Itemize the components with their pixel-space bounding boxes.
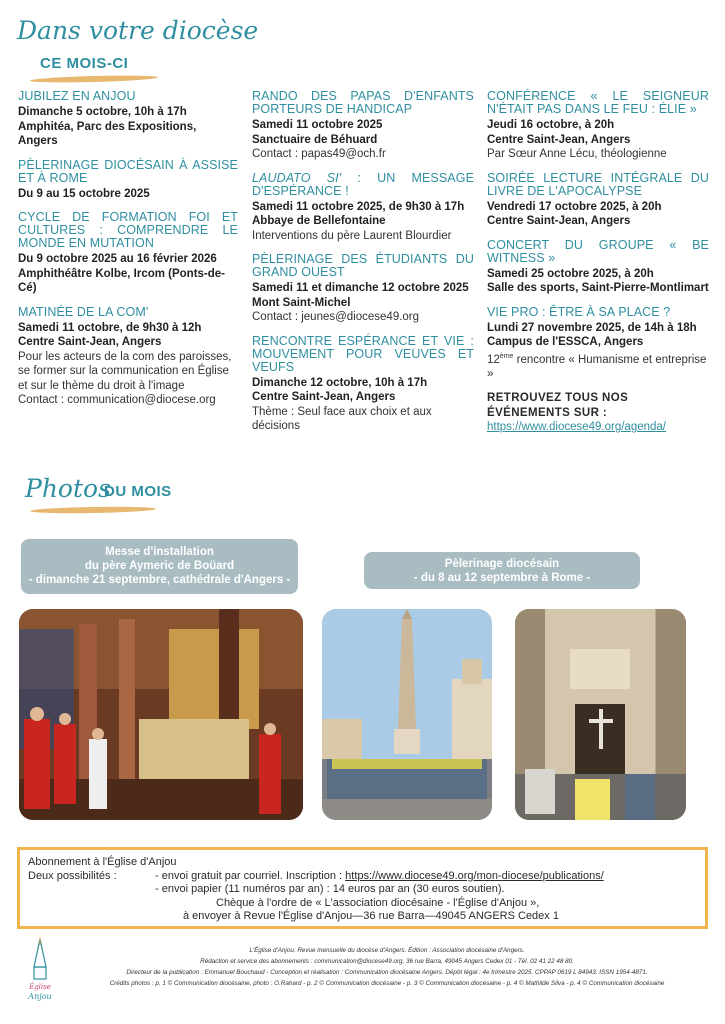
event-title: CONFÉRENCE « LE SEIGNEUR N'ÉTAIT PAS DANS LE FEU : ÉLIE »: [487, 89, 709, 116]
footer-line: Crédits photos : p. 1 © Communication diocésaine, photo : O.Rahard - p. 2 © Communication diocésaine - p. 3 © Communication diocésaine - p. 4 © Mathilde Silva - p. 4 © Communication diocésaine: [109, 980, 665, 987]
event-date: Dimanche 12 octobre, 10h à 17h: [252, 376, 428, 389]
caption-line: Messe d'installation: [105, 546, 214, 558]
ordinal-suffix: ème: [499, 352, 514, 360]
caption-line: du père Aymeric de Boüard: [84, 560, 235, 572]
event-item: [252, 335, 474, 434]
event-description-rest: rencontre « Humanisme et entreprise »: [487, 353, 707, 380]
cathedral-mass-photo: [19, 609, 303, 820]
caption-line: - dimanche 21 septembre, cathédrale d'Angers -: [28, 574, 291, 586]
event-item: [18, 90, 238, 149]
event-item: [487, 90, 709, 162]
event-date: Lundi 27 novembre 2025, de 14h à 18h: [487, 321, 697, 334]
event-place: Amphitéa, Parc des Expositions, Angers: [18, 120, 197, 147]
event-title: PÈLERINAGE DIOCÉSAIN À ASSISE ET À ROME: [18, 157, 238, 185]
photo-caption-pilgrimage: [364, 552, 640, 589]
event-date: Jeudi 16 octobre, à 20h: [487, 119, 615, 131]
photos-subtitle: DU MOIS: [104, 483, 172, 500]
event-description: [487, 350, 709, 382]
event-item: [18, 159, 238, 202]
eglise-anjou-logo: [24, 937, 56, 1003]
event-date: Dimanche 5 octobre, 10h à 17h: [18, 106, 187, 118]
footer-line: Rédaction et service des abonnements : communication@diocese49.org, 36 rue Barra, 49045 Angers Cedex 01 - Tél. 02 41 22 48 80.: [200, 958, 574, 965]
event-place: Centre Saint-Jean, Angers: [18, 336, 162, 348]
event-description: Par Sœur Anne Lécu, théologienne: [487, 148, 667, 160]
agenda-callout: [487, 391, 709, 435]
subscription-address: à envoyer à Revue l'Église d'Anjou—36 rue Barra—49045 ANGERS Cedex 1: [183, 910, 559, 922]
subscription-label: Deux possibilités :: [28, 869, 117, 882]
subscription-cheque: Chèque à l'ordre de « L'association diocésaine - l'Église d'Anjou »,: [216, 896, 540, 909]
event-date: Vendredi 17 octobre 2025, à 20h: [487, 200, 662, 213]
event-item: [252, 253, 474, 325]
event-contact: Contact : jeunes@diocese49.org: [252, 311, 420, 323]
event-title: SOIRÉE LECTURE INTÉGRALE DU LIVRE DE L'APOCALYPSE: [487, 170, 709, 198]
event-item: [487, 306, 709, 382]
holy-door-photo: [515, 609, 686, 820]
svg-text:Église: Église: [29, 983, 51, 991]
subscription-option-row: [28, 897, 697, 911]
event-place: Sanctuaire de Béhuard: [252, 133, 378, 146]
caption-line: - du 8 au 12 septembre à Rome -: [413, 572, 591, 584]
agenda-callout-text: RETROUVEZ TOUS NOS ÉVÉNEMENTS SUR :: [487, 392, 629, 419]
footer-line: Directeur de la publication : Emmanuel Bouchaud - Conception et réalisation : Communication diocésaine Angers. Dépôt légal : 4e trimestre 2025. CPPAP 0619 L 84943. ISSN 1954-4871.: [126, 969, 648, 976]
subscription-title: Abonnement à l'Église d'Anjou: [28, 856, 177, 868]
event-contact: Contact : communication@diocese.org: [18, 394, 216, 406]
event-item: [18, 306, 238, 408]
event-title: JUBILEZ EN ANJOU: [18, 89, 136, 103]
event-place: Salle des sports, Saint-Pierre-Montlimart: [487, 282, 709, 294]
rome-obelisk-group-photo: [322, 609, 492, 820]
event-title-rest: : UN MESSAGE D'ESPÉRANCE !: [252, 170, 475, 198]
caption-line: Pèlerinage diocésain: [444, 558, 560, 570]
subscription-option-paper: - envoi papier (11 numéros par an) : 14 euros par an (30 euros soutien).: [155, 883, 505, 895]
event-title: CONCERT DU GROUPE « BE WITNESS »: [487, 237, 709, 265]
event-date: Samedi 11 et dimanche 12 octobre 2025: [252, 282, 469, 294]
events-column-3: [487, 90, 709, 435]
event-place: Mont Saint-Michel: [252, 296, 351, 309]
photos-script-title: Photos: [25, 474, 111, 503]
ordinal-number: 12: [487, 353, 500, 366]
subscription-title-row: [28, 856, 697, 870]
event-description: Pour les acteurs de la com des paroisses, se former sur la communication en Église et sur le thème du droit à l'image: [18, 350, 232, 392]
event-title-italic: LAUDATO SI': [252, 170, 342, 185]
event-date: Du 9 au 15 octobre 2025: [18, 187, 150, 200]
event-title: [252, 172, 474, 198]
event-place: Centre Saint-Jean, Angers: [487, 215, 631, 227]
footer-credits: [66, 945, 708, 989]
event-title: PÈLERINAGE DES ÉTUDIANTS DU GRAND OUEST: [252, 252, 474, 279]
event-item: [252, 172, 474, 244]
subscription-option-row: [28, 910, 697, 924]
event-date: Samedi 11 octobre, de 9h30 à 12h: [18, 321, 202, 334]
photo-caption-installation: [21, 539, 298, 594]
event-place: Campus de l'ESSCA, Angers: [487, 336, 644, 348]
event-place: Amphithéâtre Kolbe, Ircom (Ponts-de-Cé): [18, 267, 226, 294]
event-description: Interventions du père Laurent Blourdier: [252, 229, 452, 242]
subscription-box: [17, 847, 708, 929]
footer-line: L'Église d'Anjou. Revue mensuelle du diocèse d'Angers. Édition : Association diocésaine d'Angers.: [249, 947, 525, 954]
section-subtitle: CE MOIS-CI: [40, 55, 129, 72]
decorative-swoosh: [30, 74, 158, 83]
event-title: VIE PRO : ÊTRE À SA PLACE ?: [487, 304, 671, 319]
decorative-swoosh: [30, 506, 156, 514]
event-description: Thème : Seul face aux choix et aux décisions: [252, 405, 432, 432]
event-date: Samedi 11 octobre 2025: [252, 119, 383, 131]
event-title: CYCLE DE FORMATION FOI ET CULTURES : COMPRENDRE LE MONDE EN MUTATION: [18, 210, 238, 250]
event-place: Abbaye de Bellefontaine: [252, 215, 386, 227]
events-column-1: [18, 90, 238, 418]
event-item: [487, 172, 709, 229]
section-script-title: Dans votre diocèse: [17, 16, 259, 45]
event-item: [18, 211, 238, 296]
agenda-link[interactable]: https://www.diocese49.org/agenda/: [487, 421, 667, 434]
svg-text:Anjou: Anjou: [28, 992, 52, 1001]
subscription-link[interactable]: https://www.diocese49.org/mon-diocese/publications/: [345, 869, 604, 882]
event-item: [487, 239, 709, 296]
events-column-2: [252, 90, 474, 444]
event-date: Samedi 11 octobre 2025, de 9h30 à 17h: [252, 200, 465, 213]
event-place: Centre Saint-Jean, Angers: [487, 133, 631, 146]
event-place: Centre Saint-Jean, Angers: [252, 391, 396, 403]
subscription-option-row: [28, 870, 697, 884]
subscription-email-text: - envoi gratuit par courriel. Inscription :: [155, 869, 346, 882]
event-item: [252, 90, 474, 162]
event-title: RANDO DES PAPAS D'ENFANTS PORTEURS DE HANDICAP: [252, 89, 474, 116]
event-date: Samedi 25 octobre 2025, à 20h: [487, 267, 654, 280]
subscription-option-email: [155, 870, 604, 884]
event-title: RENCONTRE ESPÉRANCE ET VIE : MOUVEMENT POUR VEUVES ET VEUFS: [252, 333, 474, 374]
event-title: MATINÉE DE LA COM': [18, 304, 149, 319]
subscription-option-row: [28, 883, 697, 897]
event-date: Du 9 octobre 2025 au 16 février 2026: [18, 253, 217, 265]
event-contact: Contact : papas49@och.fr: [252, 148, 386, 160]
